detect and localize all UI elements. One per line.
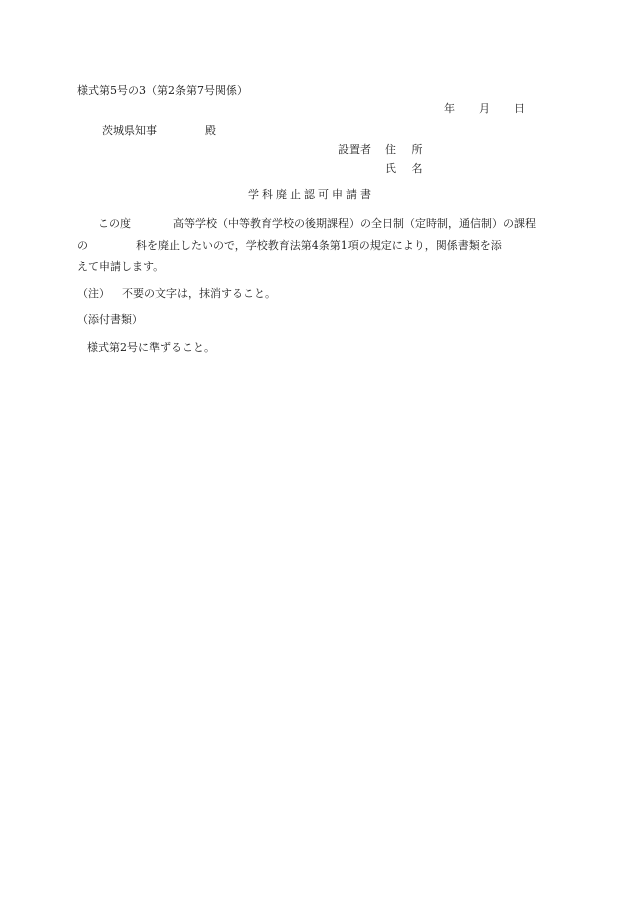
attachments-text: 様式第2号に準ずること。 — [87, 341, 215, 354]
body-line-3: えて申請します。 — [77, 260, 165, 273]
date-day-label: 日 — [514, 102, 525, 115]
body-line-2 — [77, 240, 502, 251]
date-line — [444, 103, 525, 114]
date-year-label: 年 — [444, 102, 455, 115]
note — [77, 288, 276, 299]
attachments-heading: （添付書類） — [77, 313, 143, 326]
addressee — [102, 125, 216, 136]
note-label: （注） — [77, 287, 110, 300]
founder-block — [338, 144, 429, 182]
document-title: 学科廃止認可申請書 — [248, 188, 374, 201]
body-line-2-prefix: の — [77, 239, 88, 252]
founder-label: 設置者 — [338, 143, 371, 156]
addressee-name: 茨城県知事 — [102, 124, 157, 137]
founder-name-label: 氏 名 — [385, 162, 429, 175]
founder-address-label: 住 所 — [385, 143, 429, 156]
form-number: 様式第5号の3（第2条第7号関係） — [77, 84, 248, 97]
body-line-1-text: 高等学校（中等教育学校の後期課程）の全日制（定時制，通信制）の課程 — [173, 217, 536, 230]
note-text: 不要の文字は，抹消すること。 — [122, 287, 276, 300]
date-month-label: 月 — [479, 102, 490, 115]
body-line-2-text: 科を廃止したいので，学校教育法第4条第1項の規定により，関係書類を添 — [136, 239, 502, 252]
addressee-honorific: 殿 — [205, 124, 216, 137]
body-line-1-prefix: この度 — [98, 217, 131, 230]
body-line-1 — [98, 218, 536, 229]
